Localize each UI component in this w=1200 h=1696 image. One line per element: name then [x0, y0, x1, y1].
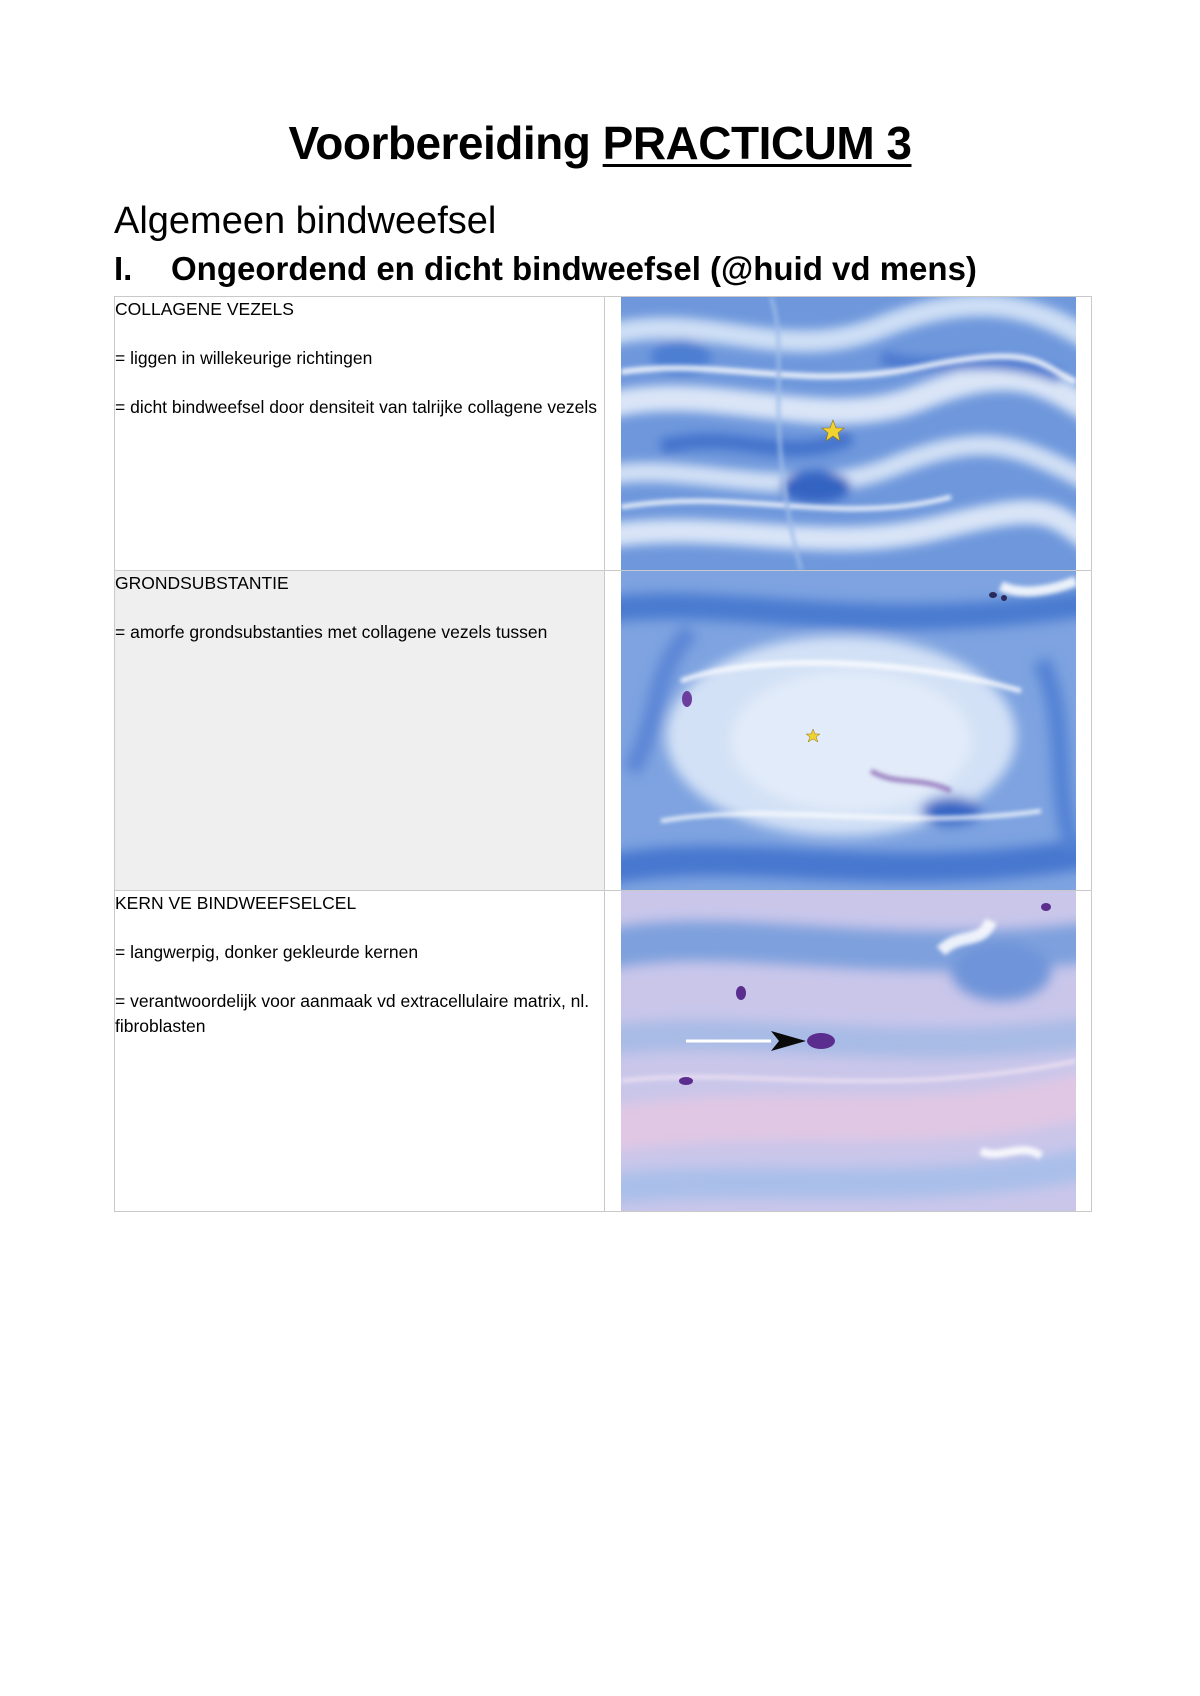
- row-label: COLLAGENE VEZELS: [115, 299, 294, 319]
- section-heading: [114, 250, 977, 288]
- description-cell: [115, 891, 605, 1212]
- micrograph-cell: [605, 891, 1092, 1212]
- row-line: = langwerpig, donker gekleurde kernen: [115, 942, 419, 962]
- row-label: KERN VE BINDWEEFSELCEL: [115, 893, 357, 913]
- collagen-micrograph: [621, 297, 1076, 570]
- table-row: [115, 297, 1092, 571]
- ground-substance-micrograph: [621, 571, 1076, 890]
- tissue-table: [114, 296, 1092, 1212]
- description-cell: [115, 297, 605, 571]
- row-line: = verantwoordelijk voor aanmaak vd extracellulaire matrix, nl. fibroblasten: [115, 991, 590, 1036]
- document-subtitle: Algemeen bindweefsel: [114, 200, 497, 242]
- cell-nucleus: [679, 1077, 693, 1085]
- row-line: = amorfe grondsubstanties met collagene vezels tussen: [115, 622, 548, 642]
- micrograph-cell: [605, 297, 1092, 571]
- section-number: I.: [114, 250, 133, 287]
- row-line: = dicht bindweefsel door densiteit van talrijke collagene vezels: [115, 397, 598, 417]
- section-heading-text: Ongeordend en dicht bindweefsel (@huid vd mens): [171, 250, 977, 287]
- cell-nucleus: [1041, 903, 1051, 911]
- fibroblast-nucleus: [807, 1033, 835, 1049]
- table-row: [115, 891, 1092, 1212]
- description-cell: [115, 571, 605, 891]
- row-label: GRONDSUBSTANTIE: [115, 573, 289, 593]
- page-title: [0, 116, 1200, 170]
- table-row: [115, 571, 1092, 891]
- cell-nucleus: [736, 986, 746, 1000]
- micrograph-cell: [605, 571, 1092, 891]
- title-prefix: Voorbereiding: [288, 117, 591, 169]
- row-line: = liggen in willekeurige richtingen: [115, 348, 373, 368]
- fibroblast-micrograph: [621, 891, 1076, 1211]
- cell-nucleus: [682, 691, 692, 707]
- title-underlined: PRACTICUM 3: [602, 117, 912, 169]
